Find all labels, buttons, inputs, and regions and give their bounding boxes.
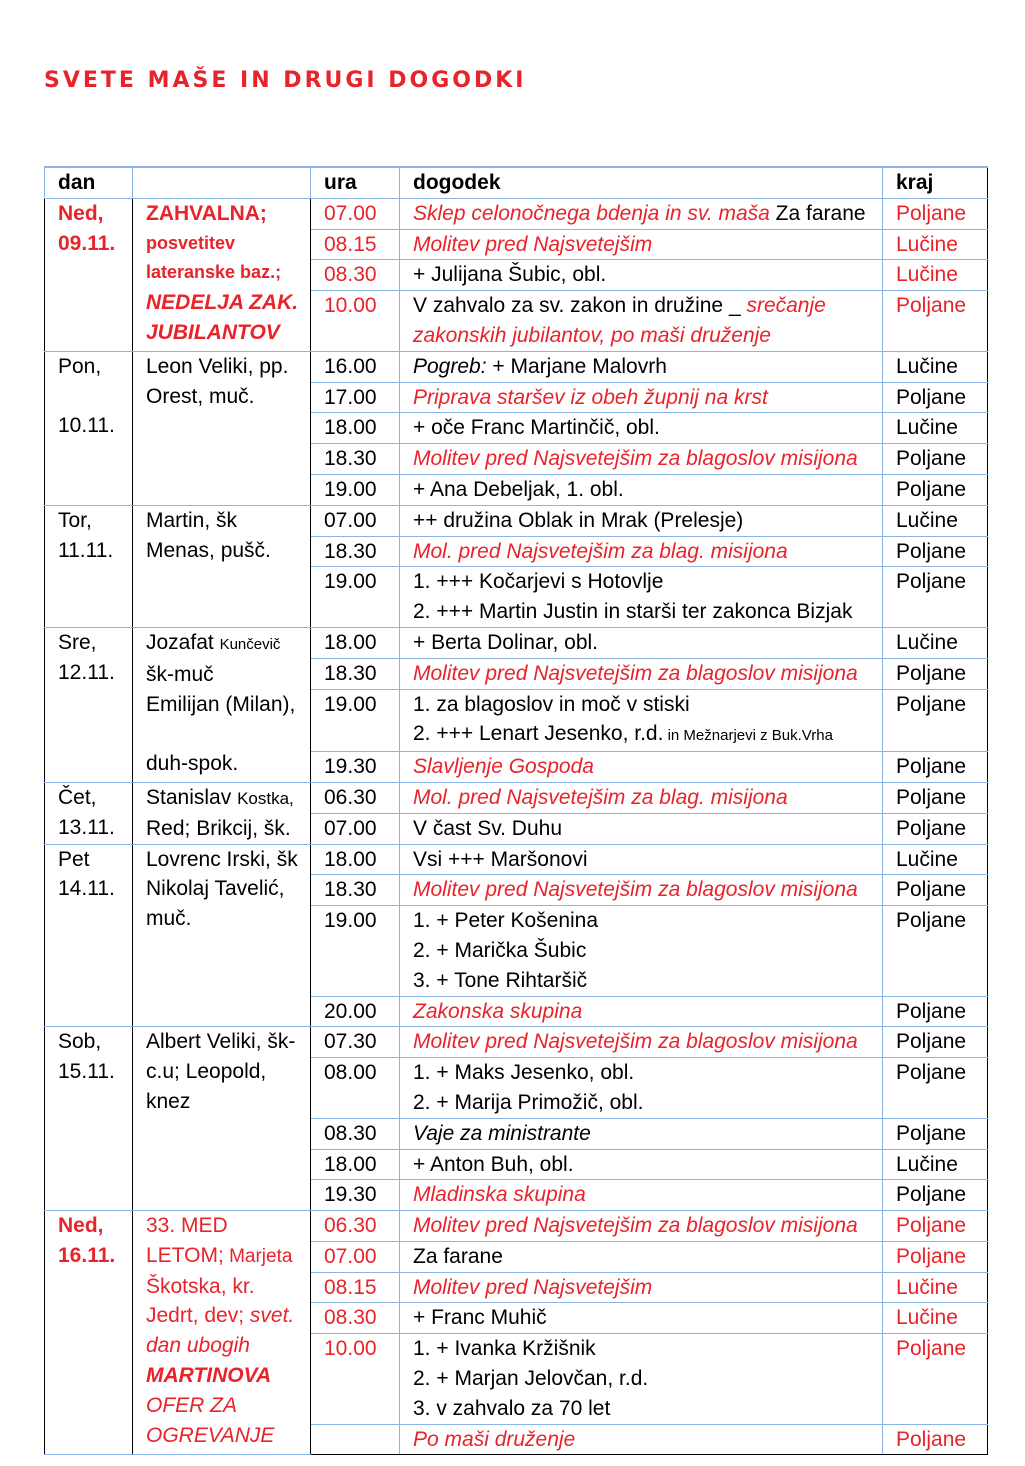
saint-line: c.u; Leopold, (146, 1060, 267, 1084)
saint-line: Kunčevič (219, 635, 281, 653)
schedule-table (44, 166, 988, 1455)
place-cell: Poljane (883, 1058, 988, 1119)
page-title: SVETE MAŠE IN DRUGI DOGODKI (44, 68, 527, 93)
day-name: Čet, (58, 785, 97, 809)
place-cell: Lučine (883, 844, 988, 875)
day-date: 12.11. (58, 660, 115, 684)
saint-line: posvetitev (146, 232, 236, 253)
place-cell: Lučine (883, 627, 988, 658)
place-cell: Poljane (883, 1424, 988, 1455)
saint-line: Jedrt, dev; (146, 1304, 245, 1328)
place-cell: Poljane (883, 291, 988, 352)
saint-line: Leon Veliki, pp. (146, 354, 289, 378)
time-cell: 19.30 (311, 1180, 400, 1211)
day-cell (45, 351, 133, 505)
place-cell: Poljane (883, 996, 988, 1027)
time-cell (311, 1424, 400, 1455)
time-cell: 18.00 (311, 413, 400, 444)
table-row (45, 782, 988, 813)
event-cell: 1. +++ Kočarjevi s Hotovlje 2. +++ Martin Justin in starši ter zakonca Bizjak (400, 567, 883, 628)
header-saint (133, 167, 311, 198)
header-kraj: kraj (883, 167, 988, 198)
day-name: Ned, (58, 1214, 104, 1238)
time-cell: 18.30 (311, 444, 400, 475)
time-cell: 18.30 (311, 658, 400, 689)
event-cell: Pogreb: + Marjane Malovrh (400, 351, 883, 382)
day-date: 09.11. (58, 231, 116, 255)
event-cell: Molitev pred Najsvetejšim za blagoslov misijona (400, 875, 883, 906)
time-cell: 06.30 (311, 782, 400, 813)
table-row (45, 627, 988, 658)
event-cell: Molitev pred Najsvetejšim za blagoslov misijona (400, 1027, 883, 1058)
saint-cell (133, 1211, 311, 1455)
place-cell: Lučine (883, 1272, 988, 1303)
day-name: Pet (58, 847, 90, 871)
day-name: Pon, (58, 354, 102, 378)
time-cell: 07.00 (311, 813, 400, 844)
saint-line: Martin, šk (146, 508, 238, 532)
time-cell: 10.00 (311, 291, 400, 352)
event-cell: Za farane (400, 1241, 883, 1272)
saint-line: Škotska, kr. (146, 1274, 255, 1298)
time-cell: 08.30 (311, 1303, 400, 1334)
header-row (45, 167, 988, 198)
saint-line: NEDELJA ZAK. (146, 291, 299, 315)
day-name: Ned, (58, 201, 104, 225)
event-cell: 1. + Ivanka Kržišnik 2. + Marjan Jelovčan, r.d. 3. v zahvalo za 70 let (400, 1334, 883, 1424)
table-row (45, 1027, 988, 1058)
saint-line: MARTINOVA (146, 1364, 272, 1388)
saint-line: Orest, muč. (146, 384, 255, 408)
time-cell: 19.00 (311, 906, 400, 996)
time-cell: 19.00 (311, 689, 400, 752)
event-cell: 1. + Maks Jesenko, obl. 2. + Marija Primožič, obl. (400, 1058, 883, 1119)
saint-line: svet. (244, 1304, 295, 1328)
saint-line: Stanislav (146, 785, 232, 809)
event-cell: + Julijana Šubic, obl. (400, 260, 883, 291)
place-cell: Poljane (883, 782, 988, 813)
saint-line: Menas, pušč. (146, 538, 271, 562)
event-cell: ++ družina Oblak in Mrak (Prelesje) (400, 505, 883, 536)
table-row (45, 844, 988, 875)
saint-cell (133, 1027, 311, 1211)
day-date: 14.11. (58, 877, 115, 901)
header-dogodek: dogodek (400, 167, 883, 198)
table-row (45, 505, 988, 536)
saint-line: Jozafat (146, 630, 214, 654)
event-cell: + Franc Muhič (400, 1303, 883, 1334)
event-cell: + Ana Debeljak, 1. obl. (400, 474, 883, 505)
event-cell: 1. za blagoslov in moč v stiski 2. +++ Lenart Jesenko, r.d. in Mežnarjevi z Buk.Vrha (400, 689, 883, 752)
place-cell: Poljane (883, 1241, 988, 1272)
day-date: 11.11. (58, 538, 114, 562)
table-row (45, 1211, 988, 1242)
time-cell: 06.30 (311, 1211, 400, 1242)
time-cell: 18.30 (311, 536, 400, 567)
saint-line: Lovrenc Irski, šk (146, 847, 298, 871)
time-cell: 18.00 (311, 844, 400, 875)
saint-line: ZAHVALNA; (146, 201, 267, 225)
saint-line: Nikolaj Tavelić, (146, 877, 285, 901)
saint-line: duh-spok. (146, 752, 239, 776)
place-cell: Poljane (883, 813, 988, 844)
saint-cell (133, 505, 311, 627)
time-cell: 08.00 (311, 1058, 400, 1119)
day-cell (45, 627, 133, 782)
place-cell: Poljane (883, 444, 988, 475)
place-cell: Poljane (883, 474, 988, 505)
event-cell: 1. + Peter Košenina 2. + Marička Šubic 3. + Tone Rihtaršič (400, 906, 883, 996)
place-cell: Lučine (883, 1149, 988, 1180)
event-cell: V zahvalo za sv. zakon in družine _ srečanje zakonskih jubilantov, po maši druženje (400, 291, 883, 352)
saint-line: Albert Veliki, šk- (146, 1030, 296, 1054)
event-cell: Mol. pred Najsvetejšim za blag. misijona (400, 782, 883, 813)
saint-cell (133, 782, 311, 844)
event-cell: Zakonska skupina (400, 996, 883, 1027)
place-cell: Poljane (883, 536, 988, 567)
place-cell: Lučine (883, 351, 988, 382)
time-cell: 18.00 (311, 627, 400, 658)
event-cell: Molitev pred Najsvetejšim (400, 229, 883, 260)
place-cell: Poljane (883, 906, 988, 996)
saint-line: Red; Brikcij, šk. (146, 816, 291, 840)
saint-cell (133, 844, 311, 1027)
time-cell: 18.00 (311, 1149, 400, 1180)
event-cell: Molitev pred Najsvetejšim za blagoslov misijona (400, 658, 883, 689)
place-cell: Poljane (883, 1027, 988, 1058)
place-cell: Poljane (883, 875, 988, 906)
saint-line: muč. (146, 907, 192, 931)
table-row (45, 351, 988, 382)
place-cell: Lučine (883, 1303, 988, 1334)
place-cell: Poljane (883, 198, 988, 229)
time-cell: 08.15 (311, 1272, 400, 1303)
event-cell: Mol. pred Najsvetejšim za blag. misijona (400, 536, 883, 567)
event-cell: + Berta Dolinar, obl. (400, 627, 883, 658)
event-cell: Sklep celonočnega bdenja in sv. maša Za farane (400, 198, 883, 229)
place-cell: Lučine (883, 229, 988, 260)
header-dan: dan (45, 167, 133, 198)
day-date: 10.11. (58, 414, 115, 438)
event-cell: Vsi +++ Maršonovi (400, 844, 883, 875)
saint-line: Kostka, (237, 788, 294, 808)
time-cell: 19.00 (311, 567, 400, 628)
saint-line: Emilijan (Milan), (146, 692, 296, 716)
place-cell: Lučine (883, 413, 988, 444)
saint-line: knez (146, 1089, 191, 1113)
time-cell: 19.30 (311, 752, 400, 783)
event-cell: Slavljenje Gospoda (400, 752, 883, 783)
saint-line: LETOM; (146, 1243, 224, 1267)
saint-line: 33. MED (146, 1214, 228, 1238)
place-cell: Poljane (883, 752, 988, 783)
event-cell: Mladinska skupina (400, 1180, 883, 1211)
time-cell: 08.15 (311, 229, 400, 260)
event-cell: + Anton Buh, obl. (400, 1149, 883, 1180)
place-cell: Poljane (883, 382, 988, 413)
place-cell: Poljane (883, 567, 988, 628)
time-cell: 20.00 (311, 996, 400, 1027)
day-date: 16.11. (58, 1243, 116, 1267)
place-cell: Poljane (883, 689, 988, 752)
saint-line: lateranske baz.; (146, 262, 282, 283)
time-cell: 07.00 (311, 505, 400, 536)
event-cell: Molitev pred Najsvetejšim za blagoslov misijona (400, 1211, 883, 1242)
saint-line: OFER ZA (146, 1393, 238, 1417)
time-cell: 10.00 (311, 1334, 400, 1424)
day-name: Tor, (58, 508, 92, 532)
event-cell: Po maši druženje (400, 1424, 883, 1455)
time-cell: 17.00 (311, 382, 400, 413)
time-cell: 18.30 (311, 875, 400, 906)
time-cell: 16.00 (311, 351, 400, 382)
saint-line: JUBILANTOV (146, 320, 280, 344)
place-cell: Poljane (883, 658, 988, 689)
place-cell: Poljane (883, 1180, 988, 1211)
saint-line: OGREVANJE (146, 1423, 275, 1447)
day-cell (45, 505, 133, 627)
saint-cell (133, 627, 311, 782)
day-cell (45, 1027, 133, 1211)
day-name: Sob, (58, 1030, 102, 1054)
day-cell (45, 782, 133, 844)
place-cell: Lučine (883, 260, 988, 291)
event-cell: Molitev pred Najsvetejšim (400, 1272, 883, 1303)
day-cell (45, 1211, 133, 1455)
header-ura: ura (311, 167, 400, 198)
time-cell: 07.30 (311, 1027, 400, 1058)
saint-cell (133, 198, 311, 351)
place-cell: Poljane (883, 1211, 988, 1242)
place-cell: Poljane (883, 1334, 988, 1424)
event-cell: Priprava staršev iz obeh župnij na krst (400, 382, 883, 413)
time-cell: 08.30 (311, 1118, 400, 1149)
event-cell: Molitev pred Najsvetejšim za blagoslov misijona (400, 444, 883, 475)
day-date: 15.11. (58, 1060, 115, 1084)
time-cell: 19.00 (311, 474, 400, 505)
day-cell (45, 198, 133, 351)
event-cell: Vaje za ministrante (400, 1118, 883, 1149)
saint-cell (133, 351, 311, 505)
day-cell (45, 844, 133, 1027)
event-cell: + oče Franc Martinčič, obl. (400, 413, 883, 444)
saint-line: dan ubogih (146, 1334, 250, 1358)
place-cell: Lučine (883, 505, 988, 536)
event-cell: V čast Sv. Duhu (400, 813, 883, 844)
time-cell: 08.30 (311, 260, 400, 291)
time-cell: 07.00 (311, 1241, 400, 1272)
table-row (45, 198, 988, 229)
day-name: Sre, (58, 630, 97, 654)
place-cell: Poljane (883, 1118, 988, 1149)
saint-line: šk-muč (146, 662, 214, 686)
saint-line: Marjeta (223, 1245, 293, 1267)
time-cell: 07.00 (311, 198, 400, 229)
day-date: 13.11. (58, 815, 115, 839)
